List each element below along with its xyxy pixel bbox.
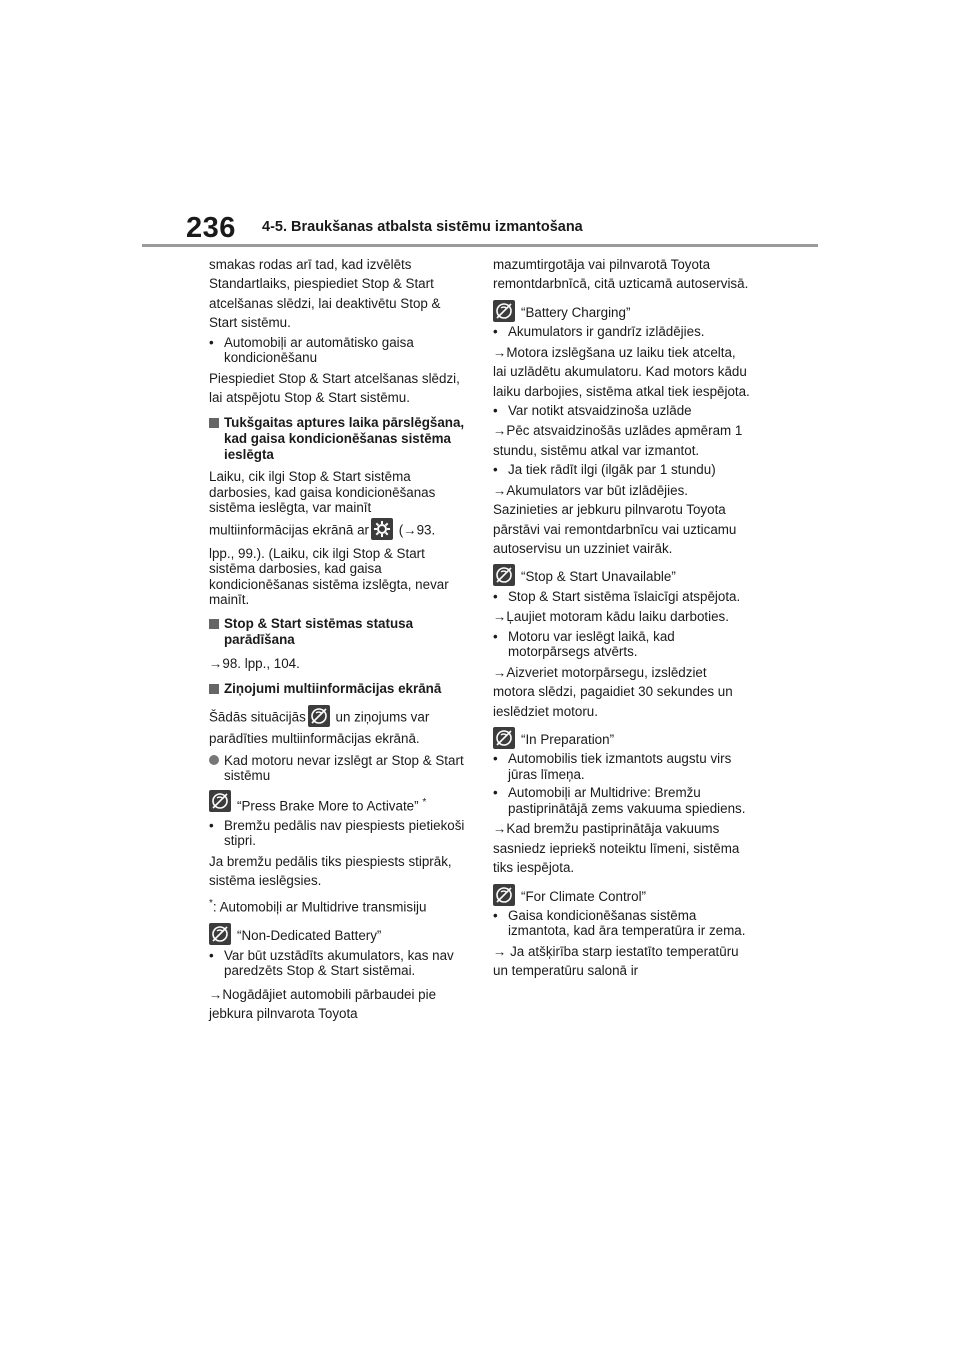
square-bullet-icon [209,684,219,694]
message-text: “Battery Charging” [521,304,631,320]
message-label: “Press Brake More to Activate” [237,798,419,814]
cross-reference: →98. lpp., 104. [209,655,300,671]
heading-text: Tukšgaitas aptures laika pārslēgšana, kad gaisa kondicionēšanas sistēma ieslēgta [224,415,465,463]
cross-reference: →Kad bremžu pastiprinātāja vakuums sasniedz iepriekš noteiktu līmeni, sistēma tiks iespējota. [493,821,740,876]
section-heading [209,681,467,697]
bullet-item: • Stop & Start sistēma īslaicīgi atspējota. [493,589,751,605]
bullet-item: • Automobiļi ar automātisko gaisa kondicionēšanu [209,335,467,366]
settings-gear-icon [371,518,393,540]
cross-reference: →Akumulators var būt izlādējies. Sazinieties ar jebkuru pilnvarotu Toyota pārstāvi vai remontdarbnīcu vai uzticamu autoservisu un uzziniet vairāk. [493,482,737,556]
message-text: “Non-Dedicated Battery” [237,928,382,944]
bullet-item: • Gaisa kondicionēšanas sistēma izmantota, kad āra temperatūra ir zema. [493,908,751,939]
message-row [209,790,467,816]
message-row [493,300,751,322]
stop-start-indicator-icon [209,790,231,812]
bullet-item: • Bremžu pedālis nav piespiests pietiekoši stipri. [209,818,467,849]
footnote-marker: * [422,796,427,808]
message-text: “Stop & Start Unavailable” [521,569,676,585]
footnote-text: : Automobiļi ar Multidrive transmisiju [212,899,427,915]
footnote [209,894,467,917]
round-bullet-icon [209,755,219,765]
cross-reference: →Pēc atsvaidzinošās uzlādes apmēram 1 stundu, sistēmu atkal var izmantot. [493,423,743,458]
cross-reference: →Aizveriet motorpārsegu, izslēdziet motora slēdzi, pagaidiet 30 sekundes un ieslēdziet motoru. [493,664,733,719]
stop-start-indicator-icon [209,923,231,945]
cross-reference: →Nogādājiet automobili pārbaudei pie jebkura pilnvarota Toyota [209,986,437,1022]
paragraph [209,520,467,542]
message-row [493,727,751,749]
message-text: “For Climate Control” [521,888,647,904]
subhead-text: Kad motoru nevar izslēgt ar Stop & Start sistēmu [224,752,464,784]
bullet-item: • Motoru var ieslēgt laikā, kad motorpārsegs atvērts. [493,629,751,660]
stop-start-indicator-icon [493,727,515,749]
square-bullet-icon [209,418,219,428]
heading-text: Stop & Start sistēmas statusa parādīšana [224,615,414,647]
bullet-item: • Ja tiek rādīt ilgi (ilgāk par 1 stundu) [493,462,751,478]
footnote-marker: * [209,898,213,910]
cross-reference: → Ja atšķirība starp iestatīto temperatūru un temperatūru salonā ir [493,943,739,979]
paragraph: Piespiediet Stop & Start atcelšanas slēdzi, lai atspējotu Stop & Start sistēmu. [209,370,460,406]
header-rule [142,244,818,247]
bullet-item: • Var būt uzstādīts akumulators, kas nav paredzēts Stop & Start sistēmai. [209,948,467,979]
text: Šādās situācijās [209,709,306,725]
paragraph: smakas rodas arī tad, kad izvēlēts Standartlaiks, piespiediet Stop & Start atcelšanas slēdzi, lai deaktivētu Stop & Start sistēmu. [209,257,441,331]
paragraph: Ja bremžu pedālis tiks piespiests stiprāk, sistēma ieslēgsies. [209,853,452,889]
stop-start-indicator-icon [308,705,330,727]
bullet-item: • Automobiļi ar Multidrive: Bremžu pastiprinātājā zems vakuuma spiediens. [493,785,751,816]
cross-reference: →Motora izslēgšana uz laiku tiek atcelta, lai uzlādētu akumulatoru. Kad motors kādu laiku darbojies, sistēma atkal tiek iespējota. [493,344,750,399]
sub-heading [209,753,467,784]
page-number: 236 [186,212,236,244]
left-column [209,255,467,1025]
square-bullet-icon [209,619,219,629]
paragraph: mazumtirgotāja vai pilnvarotā Toyota remontdarbnīcā, citā uzticamā autoservisā. [493,257,749,292]
bullet-item: • Automobilis tiek izmantots augstu virs jūras līmeņa. [493,751,751,782]
paragraph [209,707,467,748]
text: (→93. [398,522,436,538]
text: un ziņojums var parādīties multiinformācijas ekrānā. [209,709,430,747]
paragraph: Laiku, cik ilgi Stop & Start sistēma darbosies, kad gaisa kondicionēšanas sistēma ieslēgta, var mainīt [209,469,436,516]
message-row [493,564,751,586]
text: multiinformācijas ekrānā ar [209,522,370,538]
section-heading [209,415,467,463]
message-text [237,790,426,816]
section-title: 4-5. Braukšanas atbalsta sistēmu izmantošana [262,219,583,235]
message-text: “In Preparation” [521,731,615,747]
message-row [209,923,467,945]
message-row [493,884,751,906]
stop-start-indicator-icon [493,300,515,322]
paragraph: lpp., 99.). (Laiku, cik ilgi Stop & Start sistēma darbosies, kad gaisa kondicionēšanas sistēma izslēgta, nevar mainīt. [209,545,449,608]
heading-text: Ziņojumi multiinformācijas ekrānā [224,681,442,697]
section-heading [209,616,467,648]
right-column [493,255,751,982]
stop-start-indicator-icon [493,564,515,586]
bullet-item: • Akumulators ir gandrīz izlādējies. [493,324,751,340]
stop-start-indicator-icon [493,884,515,906]
cross-reference: →Ļaujiet motoram kādu laiku darboties. [493,609,729,625]
bullet-item: • Var notikt atsvaidzinoša uzlāde [493,403,751,419]
